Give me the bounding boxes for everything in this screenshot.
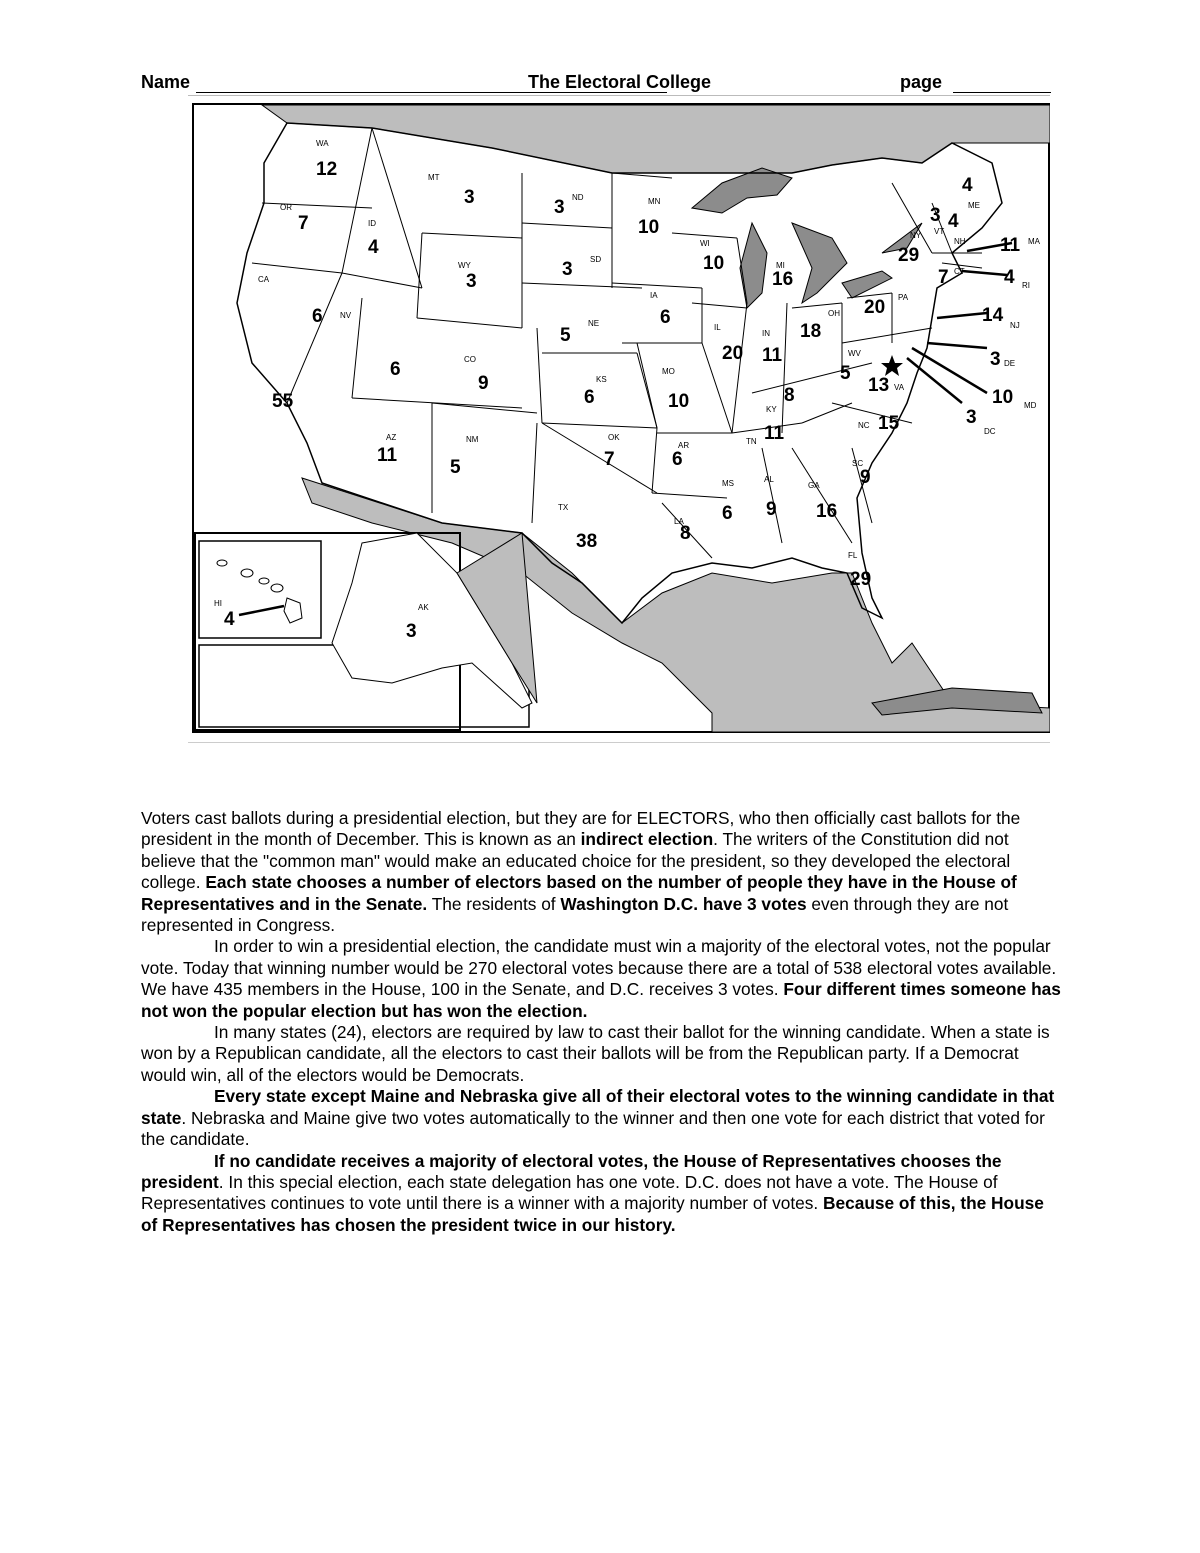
state-ev-dc: 3 [966,407,977,428]
state-ev-md: 10 [992,387,1014,408]
state-ev-mt: 3 [464,187,475,208]
state-abbr-vt: VT [934,227,945,236]
state-ev-nm: 5 [450,457,461,478]
state-ev-ks: 6 [584,387,595,408]
state-ev-az: 11 [377,445,398,466]
state-abbr-nh: NH [954,237,966,246]
state-ev-tn: 11 [764,423,785,444]
state-abbr-oh: OH [828,309,840,318]
state-abbr-id: ID [368,219,376,228]
paragraph-4: Every state except Maine and Nebraska give all of their electoral votes to the winning candidate in that state. Nebraska and Maine give two votes automatically to the winner and then one vote for each district that voted for the candidate. [141,1086,1055,1150]
state-abbr-ga: GA [808,481,820,490]
state-ev-ia: 6 [660,307,671,328]
state-ev-in: 11 [762,345,783,366]
state-ev-nj: 14 [982,305,1004,326]
state-abbr-or: OR [280,203,292,212]
header-rule [188,95,1050,96]
state-abbr-nv: NV [340,311,352,320]
paragraph-1: Voters cast ballots during a presidential election, but they are for ELECTORS, who then officially cast ballots for the president in the month of December. This is known as an indirect election. The writers of the Constitution did not believe that the "common man" would make an educated choice for the president, so they developed the electoral college. Each state chooses a number of electors based on the number of people they have in the House of Representatives and in the Senate. The residents of Washington D.C. have 3 votes even through they are not represented in Congress. [141,808,1021,936]
state-ev-nc: 15 [878,413,900,434]
state-ev-sd: 3 [562,259,573,280]
page-title: The Electoral College [528,72,712,92]
state-abbr-dc: DC [984,427,996,436]
state-ev-hi: 4 [224,609,235,630]
state-abbr-la: LA [674,517,684,526]
state-ev-fl: 29 [850,569,872,590]
state-ev-va: 13 [868,375,890,396]
state-abbr-ma: MA [1028,237,1040,246]
state-abbr-ct: CT [954,267,965,276]
state-abbr-wv: WV [848,349,861,358]
state-abbr-ny: NY [910,231,922,240]
state-abbr-in: IN [762,329,770,338]
paragraph-3: In many states (24), electors are required by law to cast their ballot for the winning candidate. When a state is won by a Republican candidate, all the electors to cast their ballots will be from the Republican party. If a Democrat would win, all of the electors would be Democrats. [141,1022,1050,1085]
state-ev-tx: 38 [576,531,598,552]
state-abbr-ia: IA [650,291,658,300]
state-ev-pa: 20 [864,297,886,318]
state-abbr-tx: TX [558,503,569,512]
state-ev-ky: 8 [784,385,795,406]
state-abbr-ca: CA [258,275,270,284]
state-ev-me: 4 [962,175,973,196]
state-ev-id: 4 [368,237,379,258]
state-ev-nd: 3 [554,197,565,218]
state-abbr-de: DE [1004,359,1016,368]
state-abbr-md: MD [1024,401,1037,410]
state-ev-wa: 12 [316,159,338,180]
state-abbr-hi: HI [214,599,222,608]
state-ev-nh: 4 [948,211,959,232]
state-abbr-wa: WA [316,139,329,148]
state-abbr-nc: NC [858,421,870,430]
map-outline-svg [192,103,1050,733]
state-ev-al: 9 [766,499,777,520]
state-ev-wv: 5 [840,363,851,384]
state-abbr-az: AZ [386,433,397,442]
state-abbr-ok: OK [608,433,620,442]
state-ev-ct: 7 [938,267,949,288]
state-abbr-me: ME [968,201,980,210]
paragraph-2: In order to win a presidential election, the candidate must win a majority of the electoral votes, not the popular vote. Today that winning number would be 270 electoral votes because there are a total of 538 electoral votes available. We have 435 members in the House, 100 in the Senate, and D.C. receives 3 votes. Four different times someone has not won the popular election but has won the election. [141,936,1061,1021]
state-abbr-nj: NJ [1010,321,1020,330]
state-abbr-ri: RI [1022,281,1030,290]
state-ev-ar: 6 [672,449,683,470]
state-abbr-mi: MI [776,261,785,270]
state-abbr-al: AL [764,475,774,484]
state-ev-ms: 6 [722,503,733,524]
state-abbr-mn: MN [648,197,661,206]
state-ev-nv: 6 [312,306,323,327]
state-abbr-sc: SC [852,459,864,468]
state-ev-ga: 16 [816,501,838,522]
map-bottom-rule [188,742,1050,743]
state-abbr-va: VA [894,383,905,392]
paragraph-5: If no candidate receives a majority of electoral votes, the House of Representatives chooses the president. In this special election, each state delegation has one vote. D.C. does not have a vote. The House of Representatives continues to vote until there is a winner with a majority number of votes. Because of this, the House of Representatives has chosen the president twice in our history. [141,1150,1044,1235]
state-ev-ne: 5 [560,325,571,346]
state-ev-de: 3 [990,349,1001,370]
state-abbr-co: CO [464,355,476,364]
state-abbr-ar: AR [678,441,690,450]
state-ev-or: 7 [298,213,309,234]
page-label: page [900,72,943,92]
state-ev-ri: 4 [1004,267,1015,288]
state-abbr-ms: MS [722,479,734,488]
state-ev-il: 20 [722,343,744,364]
body-text [141,808,1061,1236]
state-ev-mn: 10 [638,217,660,238]
state-ev-ut: 6 [390,359,401,380]
state-abbr-mt: MT [428,173,440,182]
state-abbr-ks: KS [596,375,607,384]
state-abbr-pa: PA [898,293,909,302]
state-ev-oh: 18 [800,321,822,342]
page-blank-line [953,92,1051,93]
state-abbr-il: IL [714,323,721,332]
state-abbr-sd: SD [590,255,602,264]
name-label: Name [141,72,191,92]
state-abbr-wy: WY [458,261,471,270]
state-ev-wi: 10 [703,253,725,274]
state-abbr-wi: WI [700,239,710,248]
state-ev-ma: 11 [1000,235,1021,256]
state-abbr-ne: NE [588,319,600,328]
state-abbr-fl: FL [848,551,858,560]
state-ev-sc: 9 [860,467,871,488]
state-ev-ca: 55 [272,391,294,412]
state-abbr-tn: TN [746,437,757,446]
state-ev-wy: 3 [466,271,477,292]
electoral-map [192,103,1050,733]
state-ev-vt: 3 [930,205,941,226]
state-abbr-ak: AK [418,603,429,612]
state-abbr-nm: NM [466,435,479,444]
state-ev-ok: 7 [604,449,615,470]
state-ev-ny: 29 [898,245,920,266]
state-abbr-nd: ND [572,193,584,202]
state-abbr-mo: MO [662,367,675,376]
state-ev-mo: 10 [668,391,690,412]
state-ev-co: 9 [478,373,489,394]
state-abbr-ky: KY [766,405,777,414]
state-ev-mi: 16 [772,269,794,290]
state-ev-la: 8 [680,523,691,544]
state-ev-ak: 3 [406,621,417,642]
